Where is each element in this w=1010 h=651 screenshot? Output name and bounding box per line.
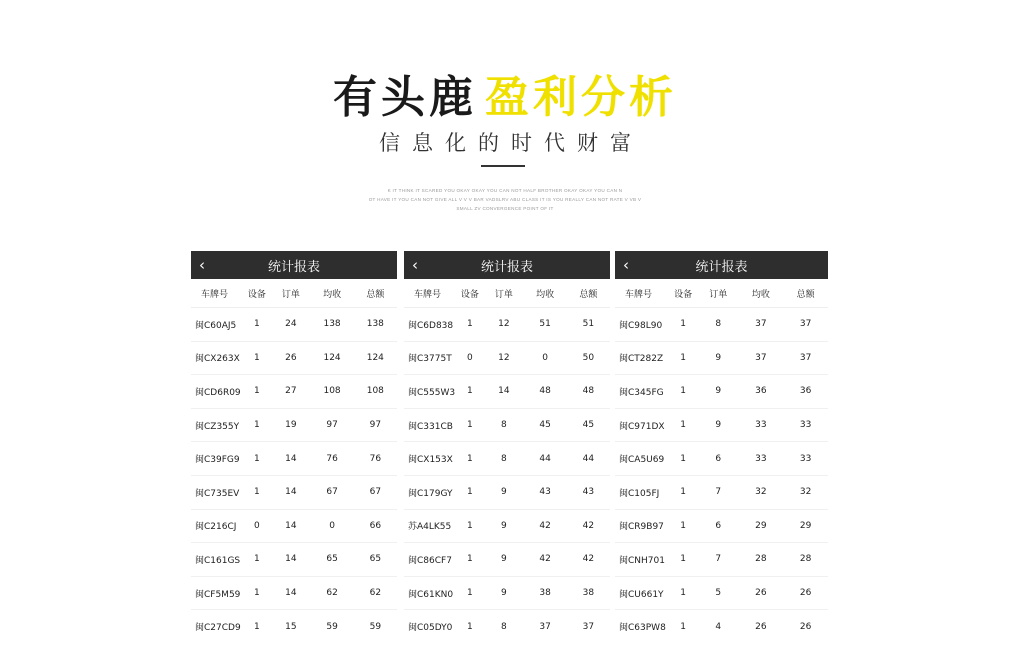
back-chevron-icon[interactable]: ‹ — [199, 256, 205, 274]
table-cell: 闽C63PW8 — [619, 623, 666, 634]
table-cell: 闽C61KN0 — [408, 589, 454, 600]
table-cell: 闽CR9B97 — [619, 522, 664, 533]
table-cell: 6 — [715, 453, 722, 464]
table-cell: 51 — [582, 319, 595, 330]
column-header: 订单 — [709, 289, 728, 300]
table-cell: 45 — [539, 420, 551, 431]
table-cell: 14 — [285, 453, 297, 464]
table-cell: 14 — [285, 554, 297, 565]
table-row — [404, 375, 610, 409]
table-cell: 14 — [285, 588, 297, 599]
table-cell: 闽C345FG — [619, 387, 664, 398]
table-row — [191, 409, 397, 443]
table-cell: 1 — [680, 588, 687, 599]
table-header — [615, 279, 828, 308]
table-cell: 1 — [680, 386, 687, 397]
table-cell: 76 — [369, 453, 382, 464]
table-cell: 闽C05DY0 — [408, 623, 453, 634]
table-cell: 42 — [582, 520, 595, 531]
table-cell: 1 — [680, 554, 687, 565]
table-cell: 闽CF5M59 — [195, 589, 241, 600]
column-header: 设备 — [460, 289, 479, 300]
table-cell: 闽C60AJ5 — [195, 320, 237, 331]
table-cell: 26 — [755, 588, 767, 599]
report-screen-2 — [404, 251, 610, 636]
table-cell: 29 — [755, 520, 767, 531]
table-cell: 27 — [285, 386, 297, 397]
tagline-line: OT HAVE IT YOU CAN NOT GIVE ALL V V V BAR VADSLRV ABU CLASS IT IS YOU REALLY CAN NOT RATE V VB V — [368, 197, 642, 202]
table-cell: 108 — [366, 386, 384, 397]
table-cell: 50 — [582, 352, 595, 363]
table-cell: 4 — [715, 621, 722, 632]
table-cell: 闽CU661Y — [619, 589, 664, 600]
table-cell: 59 — [369, 621, 382, 632]
nav-bar — [191, 251, 397, 279]
table-cell: 45 — [582, 420, 595, 431]
promo-subtitle: 信息化的时代财富 — [379, 131, 643, 155]
table-row — [615, 375, 828, 409]
table-row — [615, 442, 828, 476]
tagline-line: K IT THINK IT SCARED YOU OKAY OKAY YOU CAN NOT HALF BROTHER OKAY OKAY YOU CAN N — [387, 188, 623, 193]
back-chevron-icon[interactable]: ‹ — [623, 256, 629, 274]
table-cell: 1 — [467, 588, 473, 599]
table-cell: 1 — [680, 621, 687, 632]
table-cell: 37 — [539, 621, 551, 632]
table-row — [615, 308, 828, 342]
column-header: 车牌号 — [201, 289, 229, 300]
table-cell: 闽C39FG9 — [195, 455, 240, 466]
table-cell: 14 — [285, 520, 297, 531]
table-cell: 1 — [254, 386, 260, 397]
table-row — [404, 442, 610, 476]
nav-bar — [615, 251, 828, 279]
table-cell: 26 — [799, 588, 812, 599]
table-cell: 1 — [254, 319, 260, 330]
table-cell: 37 — [582, 621, 595, 632]
table-cell: 0 — [467, 352, 473, 363]
table-row — [404, 409, 610, 443]
table-row — [615, 577, 828, 611]
table-cell: 48 — [582, 386, 595, 397]
screen-title: 统计报表 — [695, 259, 748, 275]
table-cell: 苏A4LK55 — [408, 522, 452, 533]
table-cell: 33 — [799, 420, 812, 431]
table-cell: 1 — [467, 319, 473, 330]
table-row — [191, 543, 397, 577]
table-cell: 闽C27CD9 — [195, 623, 241, 634]
table-cell: 12 — [498, 352, 510, 363]
report-screen-1 — [191, 251, 397, 636]
table-cell: 1 — [467, 487, 473, 498]
table-cell: 5 — [715, 588, 722, 599]
table-cell: 65 — [369, 554, 382, 565]
table-cell: 9 — [715, 386, 722, 397]
column-header: 均收 — [536, 289, 555, 300]
table-row — [404, 308, 610, 342]
table-cell: 闽C216CJ — [195, 522, 237, 533]
table-row — [191, 510, 397, 544]
table-cell: 1 — [680, 453, 687, 464]
table-row — [404, 610, 610, 636]
table-cell: 67 — [369, 487, 382, 498]
table-cell: 24 — [285, 319, 297, 330]
table-cell: 124 — [323, 352, 341, 363]
table-cell: 97 — [369, 420, 382, 431]
table-cell: 1 — [254, 352, 260, 363]
table-cell: 1 — [467, 621, 473, 632]
table-cell: 66 — [369, 520, 382, 531]
column-header: 总额 — [796, 289, 815, 300]
table-cell: 28 — [799, 554, 812, 565]
table-cell: 闽C179GY — [408, 488, 453, 499]
table-cell: 26 — [755, 621, 767, 632]
table-cell: 1 — [254, 588, 260, 599]
column-header: 车牌号 — [625, 289, 653, 300]
table-cell: 19 — [285, 420, 297, 431]
table-cell: 9 — [501, 554, 507, 565]
table-row — [191, 610, 397, 636]
table-cell: 闽CA5U69 — [619, 455, 665, 466]
table-cell: 37 — [755, 352, 767, 363]
column-header: 总额 — [366, 289, 385, 300]
table-row — [615, 510, 828, 544]
table-cell: 1 — [680, 420, 687, 431]
table-cell: 62 — [326, 588, 338, 599]
table-cell: 1 — [254, 420, 260, 431]
table-cell: 15 — [285, 621, 297, 632]
table-cell: 65 — [326, 554, 338, 565]
table-cell: 1 — [467, 453, 473, 464]
table-cell: 42 — [582, 554, 595, 565]
table-row — [404, 543, 610, 577]
table-cell: 1 — [680, 487, 687, 498]
table-cell: 42 — [539, 520, 551, 531]
title-divider — [481, 165, 525, 167]
table-cell: 闽C555W3 — [408, 387, 456, 398]
table-cell: 37 — [799, 319, 812, 330]
table-row — [615, 610, 828, 636]
table-cell: 28 — [755, 554, 767, 565]
table-cell: 36 — [755, 386, 767, 397]
table-cell: 32 — [755, 487, 767, 498]
table-cell: 38 — [582, 588, 595, 599]
table-cell: 29 — [799, 520, 812, 531]
table-cell: 59 — [326, 621, 338, 632]
table-cell: 0 — [542, 352, 548, 363]
table-cell: 8 — [501, 420, 507, 431]
table-cell: 闽CT282Z — [619, 354, 664, 365]
table-cell: 1 — [680, 352, 687, 363]
table-row — [191, 476, 397, 510]
table-cell: 闽CX263X — [195, 354, 240, 365]
table-cell: 1 — [254, 487, 260, 498]
table-cell: 1 — [254, 554, 260, 565]
table-cell: 67 — [326, 487, 338, 498]
table-row — [191, 308, 397, 342]
table-row — [191, 442, 397, 476]
table-cell: 33 — [755, 453, 767, 464]
table-cell: 闽C105FJ — [619, 488, 660, 499]
table-cell: 9 — [501, 487, 507, 498]
table-cell: 108 — [323, 386, 341, 397]
table-cell: 闽CD6R09 — [195, 387, 241, 398]
column-header: 设备 — [674, 289, 693, 300]
table-row — [191, 375, 397, 409]
table-cell: 7 — [715, 487, 722, 498]
table-cell: 1 — [254, 621, 260, 632]
table-cell: 26 — [285, 352, 297, 363]
table-row — [191, 577, 397, 611]
table-cell: 32 — [799, 487, 812, 498]
table-cell: 闽CNH701 — [619, 555, 665, 566]
table-cell: 138 — [323, 319, 341, 330]
table-row — [615, 476, 828, 510]
table-cell: 7 — [715, 554, 722, 565]
table-cell: 76 — [326, 453, 338, 464]
table-cell: 33 — [755, 420, 767, 431]
screen-title: 统计报表 — [480, 259, 533, 275]
table-header — [191, 279, 397, 308]
table-cell: 62 — [369, 588, 382, 599]
table-cell: 42 — [539, 554, 551, 565]
table-row — [404, 577, 610, 611]
table-row — [404, 342, 610, 376]
table-cell: 9 — [501, 520, 507, 531]
title-brand: 有头鹿 — [333, 72, 477, 123]
table-cell: 51 — [539, 319, 551, 330]
table-cell: 138 — [366, 319, 384, 330]
table-row — [615, 543, 828, 577]
table-cell: 38 — [539, 588, 551, 599]
tagline-line: SMALL ZV CONVERGENCE POINT OF IT — [456, 206, 554, 211]
table-cell: 0 — [329, 520, 335, 531]
table-cell: 闽C971DX — [619, 421, 665, 432]
table-cell: 37 — [755, 319, 767, 330]
report-screen-3 — [615, 251, 828, 636]
table-cell: 33 — [799, 453, 812, 464]
table-cell: 1 — [467, 520, 473, 531]
table-cell: 闽C331CB — [408, 421, 453, 432]
table-row — [615, 409, 828, 443]
table-row — [615, 342, 828, 376]
table-cell: 124 — [366, 352, 384, 363]
promo-title — [0, 72, 1010, 124]
table-cell: 14 — [285, 487, 297, 498]
table-cell: 0 — [254, 520, 260, 531]
table-cell: 44 — [582, 453, 595, 464]
screen-title: 统计报表 — [267, 259, 320, 275]
table-cell: 闽C98L90 — [619, 320, 663, 331]
table-cell: 44 — [539, 453, 551, 464]
table-cell: 闽C735EV — [195, 488, 240, 499]
nav-bar — [404, 251, 610, 279]
table-cell: 闽CZ355Y — [195, 421, 240, 432]
table-cell: 1 — [467, 386, 473, 397]
table-cell: 闽CX153X — [408, 455, 453, 466]
table-cell: 9 — [501, 588, 507, 599]
table-cell: 闽C3775T — [408, 354, 452, 365]
tagline — [355, 186, 655, 213]
table-header — [404, 279, 610, 308]
table-row — [404, 476, 610, 510]
table-cell: 8 — [501, 453, 507, 464]
column-header: 均收 — [323, 289, 342, 300]
table-cell: 1 — [680, 520, 687, 531]
table-cell: 9 — [715, 420, 722, 431]
table-cell: 97 — [326, 420, 338, 431]
table-cell: 1 — [254, 453, 260, 464]
table-cell: 43 — [539, 487, 551, 498]
table-cell: 14 — [498, 386, 510, 397]
table-cell: 8 — [715, 319, 722, 330]
table-cell: 6 — [715, 520, 722, 531]
table-cell: 1 — [680, 319, 687, 330]
table-row — [404, 510, 610, 544]
back-chevron-icon[interactable]: ‹ — [412, 256, 418, 274]
table-cell: 闽C86CF7 — [408, 555, 452, 566]
table-cell: 闽C161GS — [195, 555, 241, 566]
column-header: 总额 — [579, 289, 598, 300]
column-header: 订单 — [494, 289, 513, 300]
table-cell: 36 — [799, 386, 812, 397]
table-cell: 闽C6D838 — [408, 320, 454, 331]
column-header: 设备 — [247, 289, 266, 300]
table-cell: 8 — [501, 621, 507, 632]
column-header: 订单 — [281, 289, 300, 300]
table-cell: 37 — [799, 352, 812, 363]
table-cell: 26 — [799, 621, 812, 632]
table-cell: 1 — [467, 554, 473, 565]
table-row — [191, 342, 397, 376]
column-header: 均收 — [751, 289, 770, 300]
title-highlight: 盈利分析 — [485, 72, 677, 123]
table-cell: 9 — [715, 352, 722, 363]
column-header: 车牌号 — [414, 289, 442, 300]
table-cell: 1 — [467, 420, 473, 431]
table-cell: 48 — [539, 386, 551, 397]
table-cell: 12 — [498, 319, 510, 330]
table-cell: 43 — [582, 487, 595, 498]
